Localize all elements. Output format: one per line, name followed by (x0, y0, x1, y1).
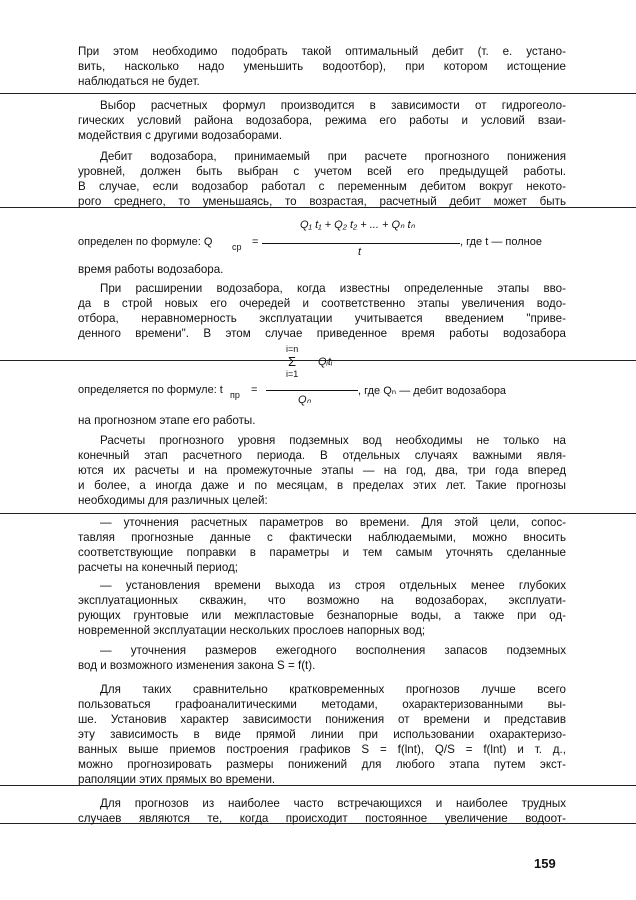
formula-subscript: ср (232, 242, 242, 252)
text-line: конечный этап расчетного периода. В отдельных случаях важными явля- (78, 449, 566, 462)
text-line: Для таких сравнительно кратковременных прогнозов лучше всего (100, 683, 566, 696)
paragraph-1 (78, 44, 566, 89)
text-line: ше. Установив характер зависимости понижения от времени и представив (78, 713, 566, 726)
fraction-bar (262, 243, 460, 244)
text-line: гических условий района водозабора, режима его работы и условий взаи- (78, 114, 566, 127)
text-line: При этом необходимо подобрать такой оптимальный дебит (т. е. устано- (78, 45, 566, 58)
paragraph-5 (78, 281, 566, 341)
text-line: рого среднего, то уменьшаясь, то возрастая, расчетный дебит может быть (78, 195, 566, 208)
text-line: — уточнения расчетных параметров во времени. Для этой цели, сопос- (100, 516, 566, 529)
text-line: При расширении водозабора, когда известны определенные этапы вво- (100, 282, 566, 295)
text-line: Дебит водозабора, принимаемый при расчете прогнозного понижения (100, 150, 566, 163)
paragraph-10 (78, 643, 566, 673)
text-line: соответствующие поправки в параметры и тем самым уточнять сделанные (78, 546, 566, 559)
formula-suffix: , где Qₙ — дебит водозабора (358, 385, 507, 397)
formula-subscript: пр (230, 390, 240, 400)
formula-equals: = (252, 236, 259, 248)
sum-lower-limit: i=1 (286, 369, 299, 379)
text-line: расчеты на конечный период; (78, 561, 239, 574)
text-line: тавляя прогнозные данные с фактически наблюдаемыми, можно вносить (78, 531, 566, 544)
sum-symbol: Σ (288, 354, 297, 369)
paragraph-2 (78, 98, 566, 143)
sum-term: Qᵢtᵢ (318, 356, 333, 368)
text-line: ются их расчеты и на промежуточные этапы — на год, два, три года вперед (78, 464, 566, 477)
paragraph-3 (78, 149, 566, 209)
text-line: пользоваться графоаналитическими методами, охарактеризованными вы- (78, 698, 566, 711)
paragraph-7 (78, 433, 566, 508)
scan-line (0, 513, 636, 514)
formula-numerator: Q₁ t₁ + Q₂ t₂ + ... + Qₙ tₙ (300, 219, 415, 231)
text-line: да в строй новых его очередей и соответственно этапы увеличения водо- (78, 297, 566, 310)
text-line: необходимы для различных целей: (78, 494, 268, 507)
page-number: 159 (534, 856, 556, 871)
text-line: время работы водозабора. (78, 263, 224, 276)
text-line: ванных выше приемов построения графиков S = f(lnt), Q/S = f(lnt) и т. д., (78, 743, 566, 756)
text-line: вить, насколько надо уменьшить водоотбор), при котором истощение (78, 60, 566, 73)
paragraph-11 (78, 682, 566, 787)
fraction-bar (266, 390, 358, 391)
paragraph-8 (78, 515, 566, 575)
text-line: модействия с другими водозаборами. (78, 129, 283, 142)
formula-denominator: Qₙ (298, 394, 311, 406)
paragraph-12 (78, 796, 566, 826)
text-line: раполяции этих прямых во времени. (78, 773, 276, 786)
paragraph-6 (78, 413, 566, 428)
text-line: — уточнения размеров ежегодного восполнения запасов подземных (100, 644, 566, 657)
text-line: вод и возможного изменения закона S = f(t). (78, 659, 316, 672)
text-line: — установления времени выхода из строя отдельных менее глубоких (100, 579, 566, 592)
formula-prefix: определяется по формуле: t (78, 384, 223, 396)
text-line: на прогнозном этапе его работы. (78, 414, 256, 427)
text-line: денного времени". В этом случае приведенное время работы водозабора (78, 327, 566, 340)
text-line: Для прогнозов из наиболее часто встречающихся и наиболее трудных (100, 797, 566, 810)
text-line: эксплуатационных скважин, что возможно на водозаборах, эксплуати- (78, 594, 566, 607)
text-line: случаев являются те, когда происходит постоянное увеличение водоот- (78, 812, 566, 825)
text-line: В случае, если водозабор работал с переменным дебитом вокруг некото- (78, 180, 566, 193)
text-line: Выбор расчетных формул производится в зависимости от гидрогеоло- (100, 99, 566, 112)
text-line: можно прогнозировать размеры понижений для любого этапа путем экст- (78, 758, 566, 771)
formula-prefix: определен по формуле: Q (78, 236, 213, 248)
sum-upper-limit: i=n (286, 344, 299, 354)
formula-denominator: t (358, 246, 362, 258)
text-line: рующих грунтовые или межпластовые безнапорные воды, а также при од- (78, 609, 566, 622)
formula-equals: = (251, 384, 258, 396)
paragraph-4 (78, 262, 566, 277)
text-line: уровней, должен быть выбран с учетом всей его предыдущей работы. (78, 165, 566, 178)
text-line: Расчеты прогнозного уровня подземных вод необходимы не только на (100, 434, 566, 447)
text-line: отбора, неравномерность эксплуатации учитывается введением "приве- (78, 312, 566, 325)
text-line: и более, а иногда даже и по месяцам, в пределах этих лет. Такие прогнозы (78, 479, 566, 492)
text-line: наблюдаться не будет. (78, 75, 200, 88)
paragraph-9 (78, 578, 566, 638)
formula-suffix: , где t — полное (460, 236, 542, 248)
text-line: новременной эксплуатации нескольких прослоев напорных вод; (78, 624, 426, 637)
text-line: эту зависимость в виде прямой линии при использовании охарактеризо- (78, 728, 566, 741)
scan-line (0, 93, 636, 94)
